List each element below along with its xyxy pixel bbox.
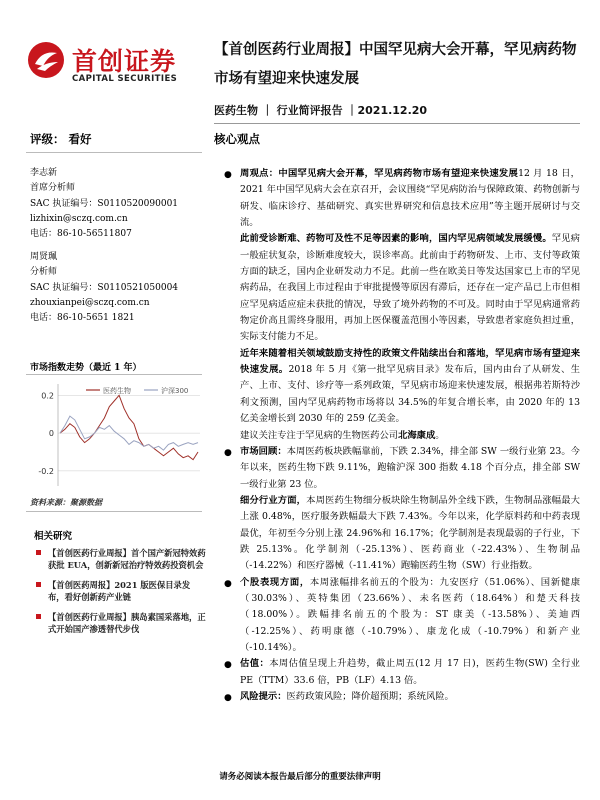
para-text: 本周涨幅排名前五的个股为：九安医疗（51.06%）、国新健康（30.03%）、英特集团（23.66%）、未名医药（18.64%）和楚天科技（18.00%）。跌幅排名前五的个股为：ST 康美（-13.58%）、美迪西（-12.25%）、药明康德（-10.79%）、康龙化成（-10.79%）和新产业（-10.14%）。 <box>240 576 580 653</box>
bullet-icon: ● <box>224 578 232 589</box>
para-text: 本周医药生物细分板块除生物制品外全线下跌，生物制品涨幅最大上涨 0.48%，医疗服务跌幅最大下跌 7.43%。今年以来，化学原料药和中药表现最优，年初至今分别上涨 24.96%和 16.17%；化学制剂是表现最弱的子行业，下跌 25.13%。化学制剂（-25.13%）、医药商业（-22.43%）、生物制品（-14.22%）和医疗器械（-11.41%）跑输医药生物（SW）行业指数。 <box>240 494 580 572</box>
sidebar-divider <box>26 152 202 153</box>
y-tick-label: -0.2 <box>38 466 54 476</box>
valuation-paragraph <box>222 656 580 689</box>
series-line-0 <box>60 395 198 459</box>
analyst-role: 分析师 <box>30 267 58 278</box>
para-bold: 此前受诊断难、药物可及性不足等因素的影响，国内罕见病领域发展缓慢。 <box>240 233 552 245</box>
header-divider <box>214 123 580 124</box>
bullet-icon: ● <box>224 660 232 671</box>
para-lead: 估值： <box>240 658 270 670</box>
core-view-body <box>222 166 580 705</box>
analyst-sac: SAC 执证编号：S0110521050004 <box>30 282 179 293</box>
analyst-phone: 电话：86-10-56511807 <box>30 229 132 240</box>
analyst-card <box>30 166 205 242</box>
para-text: 本周估值呈现上升趋势，截止周五(12 月 17 日)，医药生物(SW) 全行业 PE（TTM）33.6 倍，PB（LF）4.13 倍。 <box>240 658 580 686</box>
analyst-name: 李志新 <box>30 168 58 178</box>
suggestion-paragraph <box>222 428 580 444</box>
para-lead: 周观点： <box>240 168 279 179</box>
para-end: 。 <box>435 429 445 441</box>
rating: 评级： 看好 <box>30 132 92 146</box>
analyst-role: 首席分析师 <box>30 183 76 194</box>
market-review-paragraph <box>222 444 580 493</box>
bullet-icon: ● <box>224 170 232 180</box>
brand-name-en: CAPITAL SECURITIES <box>72 74 178 84</box>
para-lead: 细分行业方面， <box>240 494 307 506</box>
segment-paragraph <box>222 493 580 575</box>
para-text: 12 月 18 日，2021 年中国罕见病大会在京召开，会议围绕“罕见病防治与保障政策、药物创新与研发、临床诊疗、基础研究、真实世界研究和信息技术应用”等主题开展研讨与交流。 <box>240 168 580 229</box>
report-subhead: 医药生物 ｜ 行业简评报告 ｜2021.12.20 <box>214 104 428 117</box>
legal-footer: 请务必阅读本报告最后部分的重要法律声明 <box>219 772 381 782</box>
chart-title: 市场指数走势（最近 1 年） <box>30 363 142 373</box>
analyst-phone: 电话：86-10-5651 1821 <box>30 313 135 324</box>
legend-label: 沪深300 <box>161 387 189 395</box>
para-text: 医药政策风险；降价超预期；系统风险。 <box>286 691 454 702</box>
para-text: 罕见病一般症状复杂，诊断难度较大，误诊率高。此前由于药物研发、上市、支付等政策方面的缺乏，国内企业研发动力不足。此前一些在欧美日等发达国家已上市的罕见病药品，在我国上市过程由于审批提慢等原因有滞后，还存在一定产品已上市但相应罕见病适应症未获批的情况，导致了境外药物的不可及。同时由于罕见病通常药物定价高且需终身服用，再加上医保覆盖范围小等因素，导致患者家庭负担过重，实际支付能力不足。 <box>240 233 580 343</box>
market-index-chart <box>28 376 204 494</box>
stock-performance-paragraph <box>222 575 580 657</box>
chart-source: 资料来源：聚源数据 <box>30 497 102 507</box>
risk-paragraph <box>222 689 580 705</box>
core-view-title: 核心观点 <box>214 132 260 146</box>
analyst-email: lizhixin@sczq.com.cn <box>30 213 128 224</box>
legend-label: 医药生物 <box>103 387 131 395</box>
source-divider <box>26 511 202 512</box>
company-name: 北海康成 <box>398 429 436 441</box>
related-research-list <box>34 547 206 642</box>
analyst-card <box>30 250 205 326</box>
related-research-title: 相关研究 <box>34 531 73 542</box>
policy-paragraph <box>222 346 580 428</box>
chart-divider <box>26 374 202 375</box>
y-tick-label: 0.2 <box>41 391 54 401</box>
y-tick-label: 0 <box>48 429 54 439</box>
report-title: 【首创医药行业周报】中国罕见病大会开幕，罕见病药物市场有望迎来快速发展 <box>214 42 577 87</box>
para-lead: 风险提示： <box>240 691 287 702</box>
related-research-item[interactable]: 【首创医药行业周报】胰岛素国采落地，正式开始国产渗透替代步伐 <box>34 611 206 636</box>
analyst-sac: SAC 执证编号：S0110520090001 <box>30 198 179 209</box>
related-research-item[interactable]: 【首创医药行业周报】首个国产新冠特效药获批 EUA，创新新冠治疗特效药投资机会 <box>34 547 206 572</box>
para-lead: 个股表现方面， <box>240 576 310 588</box>
para-lead: 市场回顾： <box>240 445 287 457</box>
para-text: 本周医药板块跌幅靠前，下跌 2.34%，排全部 SW 一级行业第 23。今年以来，医药生物下跌 9.11%，跑输沪深 300 指数 4.18 个百分点，排全部 SW 一级行业第 23 位。 <box>240 445 580 490</box>
analyst-name: 周贤珮 <box>30 252 58 262</box>
brand-logo <box>26 40 204 90</box>
para-bold: 近年来随着相关领域鼓励支持性的政策文件陆续出台和落地，罕见病市场有望迎来快速发展。 <box>240 347 580 376</box>
brand-name-cn: 首创证券 <box>72 47 177 76</box>
para-text: 建议关注专注于罕见病的生物医药公司 <box>240 429 399 441</box>
bullet-icon: ● <box>224 447 232 458</box>
analyst-email: zhouxianpei@sczq.com.cn <box>30 297 150 308</box>
related-research-item[interactable]: 【首创医药周报】2021 版医保目录发布，看好创新药产业链 <box>34 579 206 604</box>
weekly-view-paragraph <box>222 166 580 231</box>
bullet-icon: ● <box>224 693 232 703</box>
background-paragraph <box>222 231 580 345</box>
para-text: 2018 年 5 月《第一批罕见病目录》发布后，国内由台了从研发、生产、上市、支付、诊疗等一系列政策，罕见病市场迎来快速发展，根据弗若斯特沙利文预测，国内罕见病药物市场将以 34.5%的年复合增长率，由 2020 年的 13 亿美金增长到 2030 年的 259 亿美金。 <box>240 364 580 425</box>
brand-mark-icon <box>26 40 66 80</box>
para-bold: 中国罕见病大会开幕，罕见病药物市场有望迎来快速发展 <box>278 168 519 179</box>
